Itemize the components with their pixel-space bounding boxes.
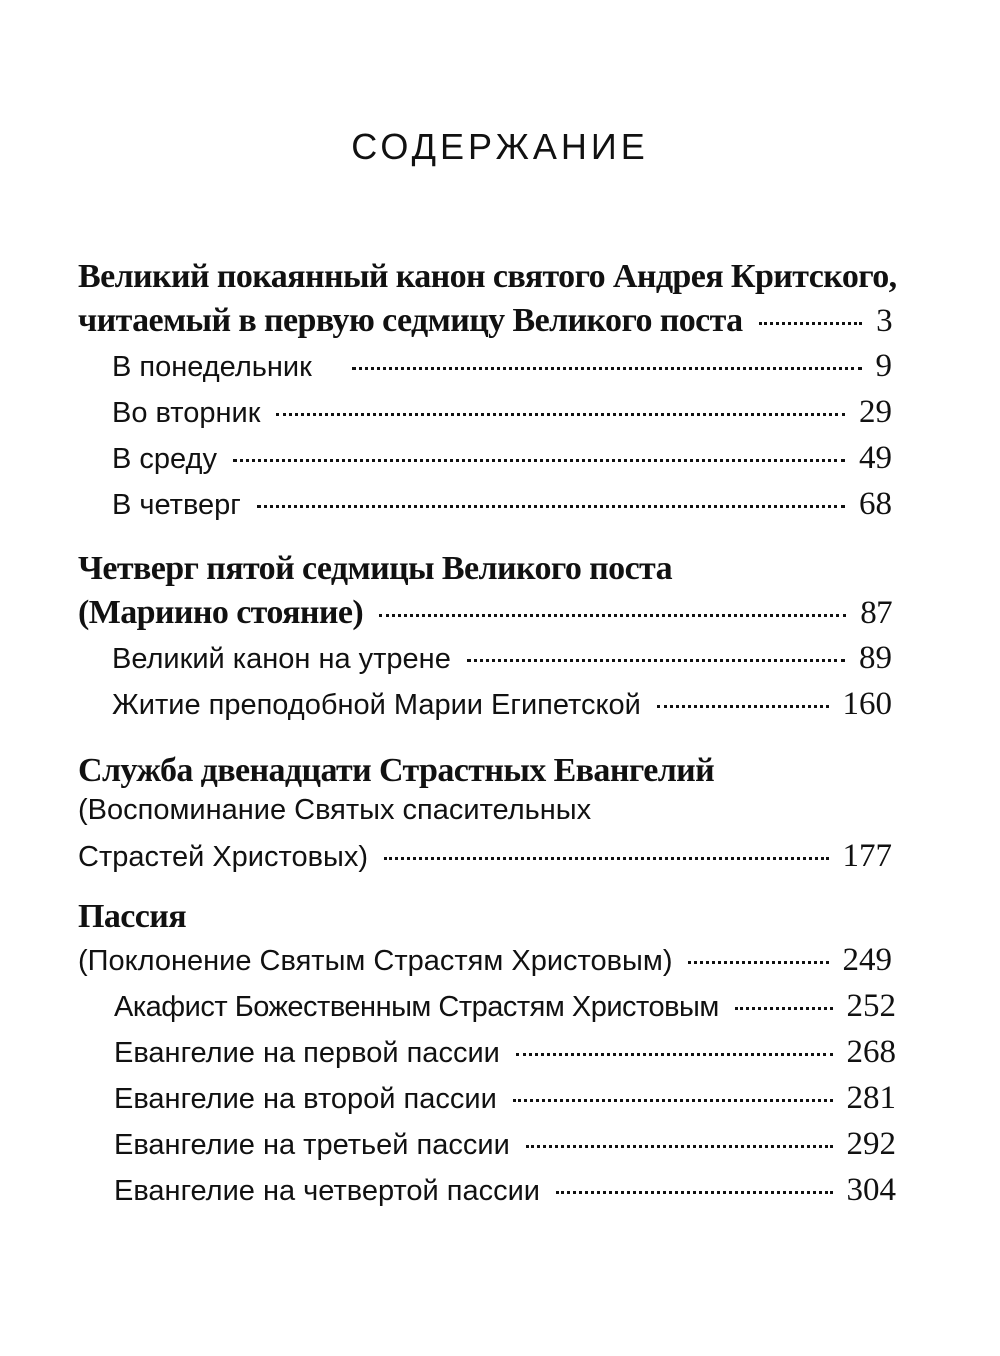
entry-label: Акафист Божественным Страстям Христовым [114,991,719,1023]
page-number: 9 [875,348,892,384]
section-3-subtitle-line-1 [78,794,591,827]
entry-label: Житие преподобной Марии Египетской [112,689,641,721]
toc-entry[interactable] [112,640,892,677]
page-number: 68 [859,486,892,522]
toc-entry[interactable] [112,394,892,431]
dot-leader [352,367,862,370]
page-number: 89 [859,640,892,676]
section-heading-text: Великий покаянный канон святого Андрея Критского, [78,258,897,295]
page-number: 49 [859,440,892,476]
section-2-heading-line-2 [78,594,892,632]
entry-label: Евангелие на второй пассии [114,1083,497,1115]
toc-entry[interactable] [114,1172,896,1209]
entry-label: Евангелие на четвертой пассии [114,1175,541,1207]
entry-label: Евангелие на первой пассии [114,1037,500,1069]
dot-leader [516,1053,833,1056]
entry-label: Великий канон на утрене [112,643,451,675]
dot-leader [657,705,829,708]
dot-leader [735,1007,833,1010]
toc-title: СОДЕРЖАНИЕ [351,126,649,167]
dot-leader [513,1099,833,1102]
entry-label: В понедельник [112,351,312,383]
dot-leader [257,505,845,508]
page-number: 268 [846,1034,896,1070]
page-number: 281 [846,1080,896,1116]
page-number: 3 [876,303,892,339]
entry-label: В четверг [112,489,241,521]
dot-leader [556,1191,832,1194]
dot-leader [276,413,845,416]
section-heading-text: Четверг пятой седмицы Великого поста [78,550,672,587]
section-subtitle-text: (Воспоминание Святых спасительных [78,794,592,826]
page-number: 177 [842,838,892,874]
section-4-heading [78,898,186,936]
section-1-heading-line-1 [78,258,897,296]
toc-entry[interactable] [114,1126,896,1163]
entry-label: Евангелие на третьей пассии [114,1129,510,1161]
section-heading-text: (Мариино стояние) [78,594,364,631]
section-heading-text: Служба двенадцати Страстных Евангелий [78,752,715,789]
page-number: 292 [846,1126,896,1162]
toc-entry[interactable] [112,348,892,385]
toc-entry[interactable] [114,988,896,1025]
dot-leader [467,659,845,662]
toc-entry[interactable] [114,1080,896,1117]
page-number: 160 [842,686,892,722]
section-heading-text: Пассия [78,898,187,935]
section-2-heading-line-1 [78,550,672,588]
dot-leader [688,961,828,964]
page-number: 249 [842,942,892,978]
section-3-subtitle-line-2 [78,838,892,875]
dot-leader [759,322,863,325]
dot-leader [526,1145,833,1148]
dot-leader [384,857,829,860]
page-number: 87 [860,595,892,631]
entry-label: В среду [112,443,217,475]
toc-entry[interactable] [112,440,892,477]
toc-entry[interactable] [114,1034,896,1071]
entry-label: Во вторник [112,397,261,429]
section-heading-text: читаемый в первую седмицу Великого поста [78,302,743,339]
page-number: 252 [846,988,896,1024]
section-subtitle-text: Страстей Христовых) [78,841,368,873]
section-subtitle-text: (Поклонение Святым Страстям Христовым) [78,945,673,977]
dot-leader [379,614,846,617]
page-number: 29 [859,394,892,430]
toc-entry[interactable] [112,686,892,723]
dot-leader [233,459,845,462]
toc-entry[interactable] [112,486,892,523]
page-number: 304 [846,1172,896,1208]
section-4-subtitle-line-1 [78,942,892,979]
section-1-heading-line-2 [78,302,892,340]
section-3-heading [78,752,714,790]
